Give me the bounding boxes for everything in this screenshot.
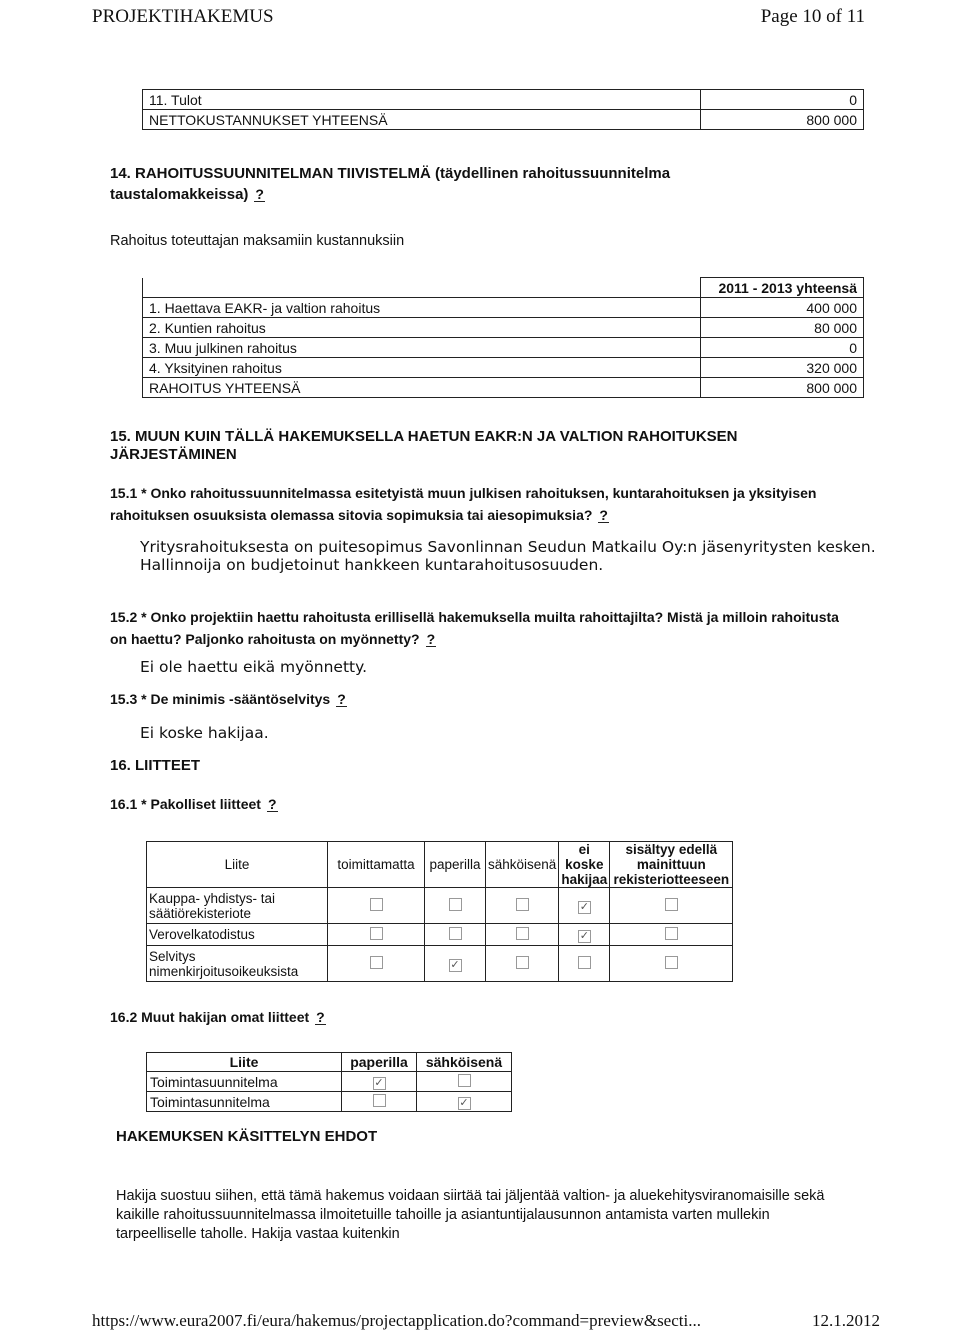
checkbox[interactable]: [370, 898, 383, 911]
financing-table: [142, 277, 864, 398]
table-row: [147, 1092, 512, 1112]
question-15-2: 15.2 * Onko projektiin haettu rahoitusta erillisellä hakemuksella muilta rahoittajilta? Mistä ja milloin rahoitusta on haettu? Paljonko rahoitusta on myönnetty? ?: [110, 609, 839, 647]
cell: [342, 1092, 417, 1112]
own-attachments-table: [146, 1052, 512, 1112]
table-row: [143, 378, 864, 398]
cell: [417, 1072, 512, 1092]
checkbox[interactable]: [373, 1094, 386, 1107]
table-row: [143, 90, 864, 110]
checkbox[interactable]: ✓: [459, 1097, 469, 1109]
cell: [328, 946, 425, 982]
costs-table: [142, 89, 864, 130]
checkbox[interactable]: [665, 956, 678, 969]
row-value: 0: [701, 90, 864, 110]
cell: [559, 924, 610, 946]
row-label: 4. Yksityinen rahoitus: [143, 358, 701, 378]
column-header: Liite: [147, 1053, 342, 1072]
question-16-1: 16.1 * Pakolliset liitteet ?: [110, 796, 277, 812]
cell: [559, 888, 610, 924]
column-header: sähköisenä: [417, 1053, 512, 1072]
cell: [425, 924, 486, 946]
page-number: Page 10 of 11: [760, 6, 865, 27]
column-header: sisältyy edellä mainittuun rekisteriotteeseen: [610, 842, 733, 888]
column-header: paperilla: [425, 842, 486, 888]
cell: [486, 888, 559, 924]
answer-15-2: Ei ole haettu eikä myönnetty.: [140, 658, 367, 676]
cell: [425, 946, 486, 982]
help-icon[interactable]: ?: [316, 1009, 325, 1025]
checkbox[interactable]: ✓: [579, 929, 589, 942]
attachment-label: Toimintasunnitelma: [147, 1092, 342, 1112]
cell: [610, 946, 733, 982]
cell: [425, 888, 486, 924]
row-value: 0: [701, 338, 864, 358]
column-header: paperilla: [342, 1053, 417, 1072]
table-row: [143, 318, 864, 338]
column-header: sähköisenä: [486, 842, 559, 888]
column-header: ei koske hakijaa: [559, 842, 610, 888]
attachment-label: Selvitys nimenkirjoitusoikeuksista: [147, 946, 328, 982]
table-header-row: [147, 842, 733, 888]
section-14-subtitle: Rahoitus toteuttajan maksamiin kustannuksiin: [110, 233, 405, 249]
cell: [328, 924, 425, 946]
terms-heading: HAKEMUKSEN KÄSITTELYN EHDOT: [116, 1128, 378, 1145]
table-row: [143, 298, 864, 318]
row-value: 320 000: [701, 358, 864, 378]
checkbox[interactable]: [516, 898, 529, 911]
cell: [559, 946, 610, 982]
answer-15-3: Ei koske hakijaa.: [140, 724, 269, 742]
checkbox[interactable]: [458, 1074, 471, 1087]
section-14-heading: 14. RAHOITUSSUUNNITELMAN TIIVISTELMÄ (täydellinen rahoitussuunnitelma taustalomakkeissa) ?: [110, 165, 671, 203]
row-label: 2. Kuntien rahoitus: [143, 318, 701, 338]
footer-url[interactable]: https://www.eura2007.fi/eura/hakemus/projectapplication.do?command=preview&secti...: [92, 1311, 701, 1330]
row-label: 11. Tulot: [143, 90, 701, 110]
help-icon[interactable]: ?: [426, 631, 436, 647]
help-icon[interactable]: ?: [337, 691, 346, 707]
section-15-heading: 15. MUUN KUIN TÄLLÄ HAKEMUKSELLA HAETUN EAKR:N JA VALTION RAHOITUKSEN JÄRJESTÄMINEN: [110, 428, 738, 463]
footer-date: 12.1.2012: [812, 1311, 880, 1330]
table-header-row: [147, 1053, 512, 1072]
table-row: [147, 924, 733, 946]
row-value: 800 000: [701, 110, 864, 130]
cell: [486, 946, 559, 982]
empty-cell: [143, 278, 701, 298]
help-icon[interactable]: ?: [267, 796, 277, 812]
answer-15-1: [140, 538, 880, 574]
attachment-label: Toimintasuunnitelma: [147, 1072, 342, 1092]
row-label: 1. Haettava EAKR- ja valtion rahoitus: [143, 298, 701, 318]
table-row: [143, 358, 864, 378]
help-icon[interactable]: ?: [599, 507, 608, 523]
checkbox[interactable]: [516, 956, 529, 969]
checkbox[interactable]: ✓: [374, 1077, 384, 1089]
mandatory-attachments-table: [146, 841, 733, 982]
column-header: toimittamatta: [328, 842, 425, 888]
checkbox[interactable]: [370, 927, 383, 940]
table-row: [147, 1072, 512, 1092]
checkbox[interactable]: [665, 898, 678, 911]
cell: [610, 888, 733, 924]
answer-line: Hallinnoija on budjetoinut hankkeen kuntarahoitusosuuden.: [140, 556, 604, 574]
checkbox[interactable]: [516, 927, 529, 940]
table-row: [147, 888, 733, 924]
question-15-3: 15.3 * De minimis -sääntöselvitys ?: [110, 691, 346, 707]
cell: [417, 1092, 512, 1112]
answer-line: Yritysrahoituksesta on puitesopimus Savonlinnan Seudun Matkailu Oy:n jäsenyritysten kesken.: [140, 538, 876, 556]
table-header-row: [143, 278, 864, 298]
checkbox[interactable]: [665, 927, 678, 940]
column-header: 2011 - 2013 yhteensä: [701, 278, 864, 298]
attachment-label: Kauppa- yhdistys- tai säätiörekisteriote: [147, 888, 328, 924]
table-row: [143, 110, 864, 130]
section-16-heading: 16. LIITTEET: [110, 757, 201, 774]
row-value: 80 000: [701, 318, 864, 338]
checkbox[interactable]: [449, 927, 462, 940]
row-value: 800 000: [701, 378, 864, 398]
cell: [486, 924, 559, 946]
question-16-2: 16.2 Muut hakijan omat liitteet ?: [110, 1009, 325, 1025]
checkbox[interactable]: [370, 956, 383, 969]
cell: [328, 888, 425, 924]
question-15-1: 15.1 * Onko rahoitussuunnitelmassa esitetyistä muun julkisen rahoituksen, kuntarahoituksen ja yksityisen rahoituksen osuuksista olemassa sitovia sopimuksia tai aiesopimuksia? ?: [110, 485, 817, 523]
table-row: [143, 338, 864, 358]
cell: [342, 1072, 417, 1092]
row-label: RAHOITUS YHTEENSÄ: [143, 378, 701, 398]
column-header: Liite: [147, 842, 328, 888]
table-row: [147, 946, 733, 982]
checkbox[interactable]: ✓: [579, 900, 589, 913]
checkbox[interactable]: [449, 898, 462, 911]
checkbox[interactable]: ✓: [450, 958, 460, 971]
row-label: NETTOKUSTANNUKSET YHTEENSÄ: [143, 110, 701, 130]
row-value: 400 000: [701, 298, 864, 318]
cell: [610, 924, 733, 946]
row-label: 3. Muu julkinen rahoitus: [143, 338, 701, 358]
attachment-label: Verovelkatodistus: [147, 924, 328, 946]
document-title: PROJEKTIHAKEMUS: [92, 6, 274, 27]
terms-text: Hakija suostuu siihen, että tämä hakemus voidaan siirtää tai jäljentää valtion- ja aluekehitysviranomaisille sekä kaikille rahoitussuunnitelmassa ilmoitetuille tahoille ja asiantuntijalausunnon antamista varten mullekin tarpeelliselle taholle. Hakija vastaa kuitenkin: [116, 1188, 825, 1242]
help-icon[interactable]: ?: [255, 186, 264, 202]
checkbox[interactable]: [578, 956, 591, 969]
